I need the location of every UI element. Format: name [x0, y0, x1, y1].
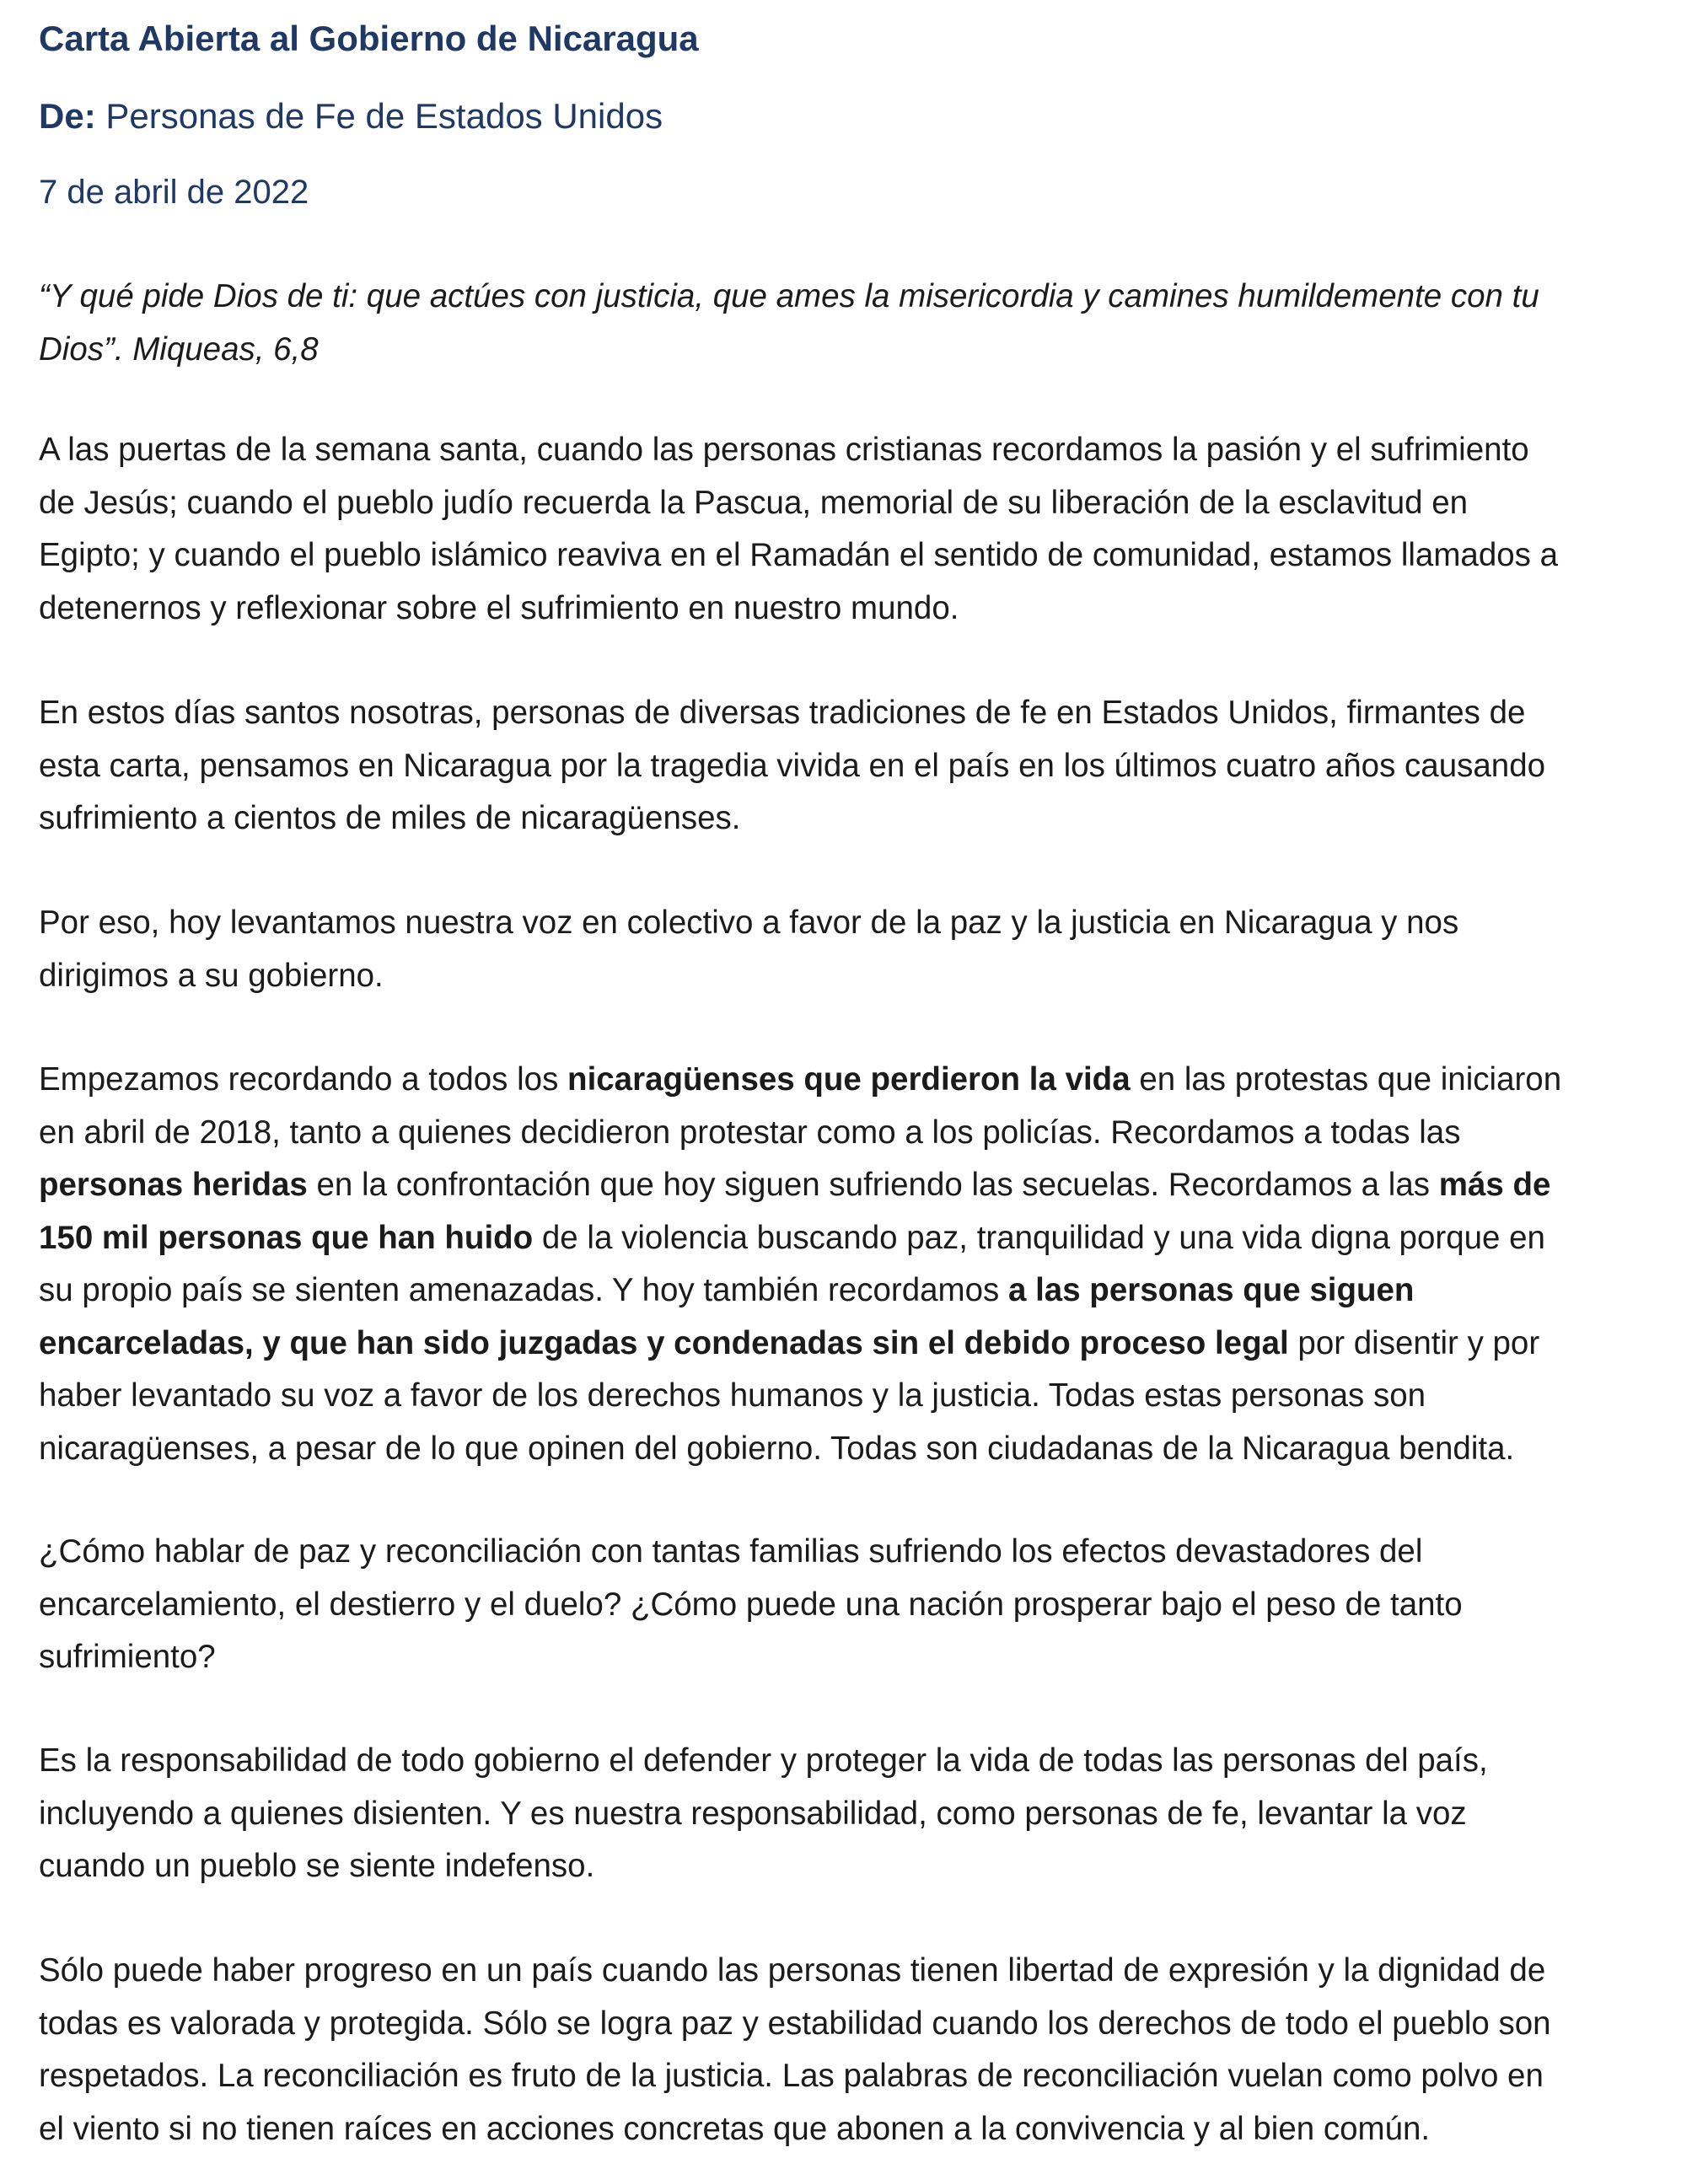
text-segment: por disentir y por [1288, 1324, 1540, 1361]
paragraph-line: cuando un pueblo se siente indefenso. [39, 1848, 595, 1884]
paragraph-line: de Jesús; cuando el pueblo judío recuerda la Pascua, memorial de su liberación de la esclavitud en [39, 484, 1469, 521]
paragraph-line: Es la responsabilidad de todo gobierno el defender y proteger la vida de todas las personas del país, [39, 1742, 1488, 1779]
text-segment: en las protestas que iniciaron [1130, 1061, 1562, 1098]
paragraph-line: sufrimiento a cientos de miles de nicaragüenses. [39, 800, 741, 836]
letter-title: Carta Abierta al Gobierno de Nicaragua [39, 19, 699, 58]
paragraph-line: ¿Cómo hablar de paz y reconciliación con tantas familias sufriendo los efectos devastadores del [39, 1533, 1423, 1570]
paragraph-remembrance [39, 1054, 1669, 1475]
paragraph-line: En estos días santos nosotras, personas de diversas tradiciones de fe en Estados Unidos, firmantes de [39, 695, 1526, 731]
paragraph-line: Por eso, hoy levantamos nuestra voz en colectivo a favor de la paz y la justicia en Nicaragua y nos [39, 905, 1459, 941]
quote-line: Dios”. Miqueas, 6,8 [39, 330, 319, 368]
emphasis-text: más de [1438, 1167, 1551, 1203]
paragraph-line: sufrimiento? [39, 1639, 216, 1675]
paragraph-line: en abril de 2018, tanto a quienes decidieron protestar como a los policías. Recordamos a todas las [39, 1114, 1461, 1151]
paragraph-line: A las puertas de la semana santa, cuando las personas cristianas recordamos la pasión y el sufrimiento [39, 432, 1529, 468]
sender-label: De: [39, 96, 96, 136]
paragraph-line: Sólo puede haber progreso en un país cuando las personas tienen libertad de expresión y la dignidad de [39, 1952, 1546, 1989]
quote-line: “Y qué pide Dios de ti: que actúes con justicia, que ames la misericordia y camines humildemente con tu [39, 278, 1539, 314]
paragraph-line: incluyendo a quienes disienten. Y es nuestra responsabilidad, como personas de fe, levantar la voz [39, 1795, 1467, 1832]
paragraph-line: nicaragüenses, a pesar de lo que opinen del gobierno. Todas son ciudadanas de la Nicaragua bendita. [39, 1430, 1515, 1467]
sender-value: Personas de Fe de Estados Unidos [95, 96, 663, 136]
paragraph-signatories [39, 687, 1669, 845]
paragraph-line: todas es valorada y protegida. Sólo se logra paz y estabilidad cuando los derechos de todo el pueblo son [39, 2005, 1551, 2042]
paragraph-line: el viento si no tienen raíces en acciones concretas que abonen a la convivencia y al bien común. [39, 2110, 1431, 2147]
text-segment: su propio país se sienten amenazadas. Y hoy también recordamos [39, 1272, 1008, 1308]
paragraph-line [39, 1212, 1669, 1265]
emphasis-text: encarceladas, y que han sido juzgadas y condenadas sin el debido proceso legal [39, 1324, 1289, 1361]
epigraph-quote [39, 271, 1669, 376]
paragraph-line [39, 1318, 1669, 1371]
paragraph-line: Egipto; y cuando el pueblo islámico reaviva en el Ramadán el sentido de comunidad, estamos llamados a [39, 537, 1558, 573]
emphasis-text: 150 mil personas que han huido [39, 1219, 534, 1256]
paragraph-holy-week [39, 424, 1669, 635]
paragraph-responsibility [39, 1735, 1669, 1893]
paragraph-line [39, 1159, 1669, 1212]
text-segment: en la confrontación que hoy siguen sufriendo las secuelas. Recordamos a las [307, 1167, 1439, 1203]
emphasis-text: personas heridas [39, 1167, 308, 1203]
paragraph-line [39, 1054, 1669, 1107]
paragraph-line: dirigimos a su gobierno. [39, 957, 384, 994]
sender-line [39, 93, 663, 140]
paragraph-progress [39, 1945, 1669, 2155]
emphasis-text: a las personas que siguen [1007, 1272, 1415, 1308]
paragraph-line: esta carta, pensamos en Nicaragua por la tragedia vivida en el país en los últimos cuatro años causando [39, 747, 1546, 784]
paragraph-questions [39, 1526, 1669, 1684]
text-segment: Empezamos recordando a todos los [39, 1061, 568, 1098]
letter-date: 7 de abril de 2022 [39, 174, 309, 211]
paragraph-line: detenernos y reflexionar sobre el sufrimiento en nuestro mundo. [39, 589, 959, 626]
paragraph-line: respetados. La reconciliación es fruto de la justicia. Las palabras de reconciliación vuelan como polvo en [39, 2058, 1544, 2094]
text-segment: de la violencia buscando paz, tranquilidad y una vida digna porque en [533, 1219, 1545, 1256]
paragraph-line [39, 1264, 1669, 1318]
paragraph-raise-voice [39, 897, 1669, 1002]
paragraph-line: encarcelamiento, el destierro y el duelo? ¿Cómo puede una nación prosperar bajo el peso de tanto [39, 1586, 1463, 1623]
paragraph-line: haber levantado su voz a favor de los derechos humanos y la justicia. Todas estas personas son [39, 1377, 1426, 1414]
emphasis-text: nicaragüenses que perdieron la vida [567, 1061, 1131, 1098]
